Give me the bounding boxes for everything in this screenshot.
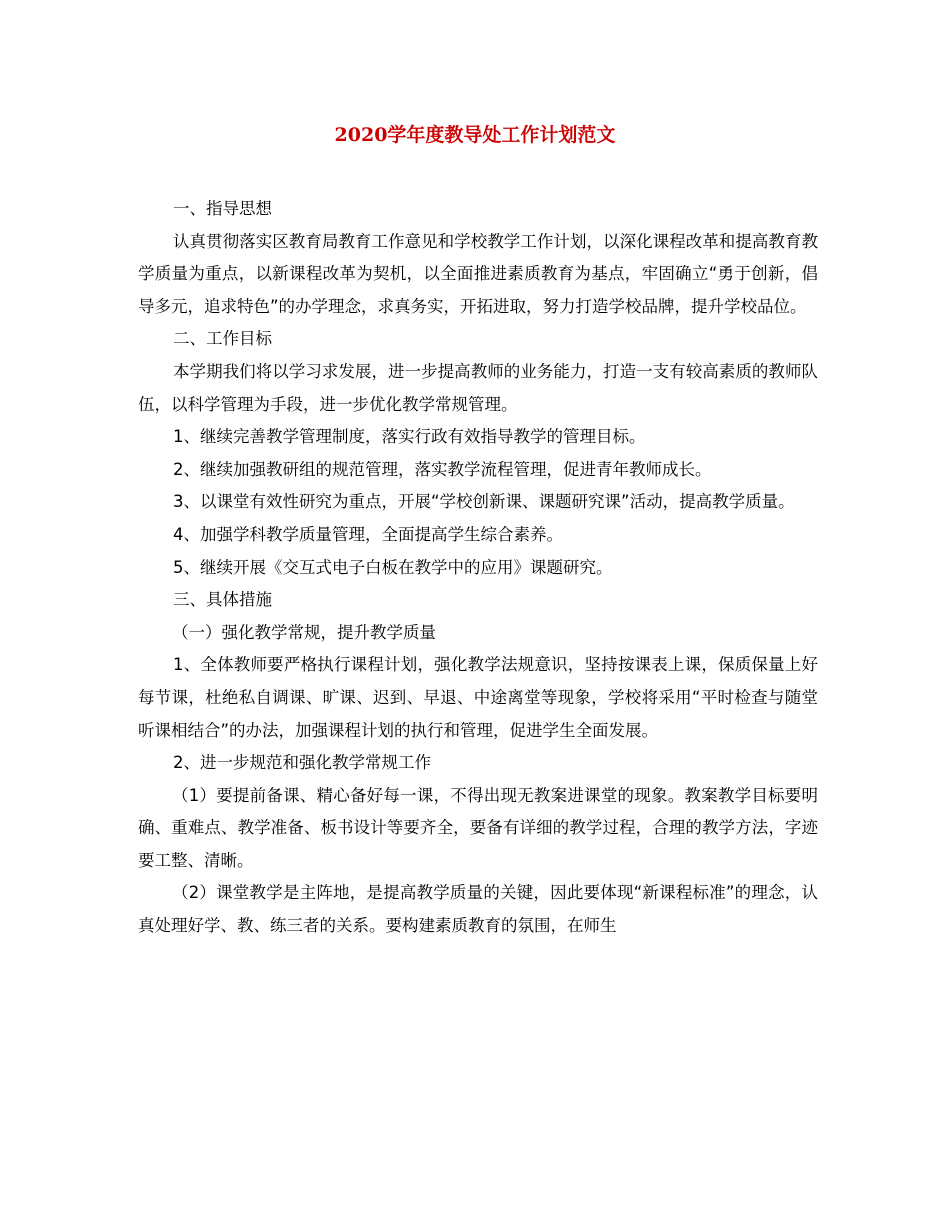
measure-item-1: 1、全体教师要严格执行课程计划，强化教学法规意识，坚持按课表上课，保质保量上好每节课，杜绝私自调课、旷课、迟到、早退、中途离堂等现象，学校将采用“平时检查与随堂听课相结合”的办法，加强课程计划的执行和管理，促进学生全面发展。 xyxy=(138,655,818,740)
heading-guiding-thought: 一、指导思想 xyxy=(173,199,272,218)
measure-subitem-2: （2）课堂教学是主阵地，是提高教学质量的关键，因此要体现“新课程标准”的理念，认真处理好学、教、练三者的关系。要构建素质教育的氛围，在师生 xyxy=(138,883,818,936)
measure-subitem-1: （1）要提前备课、精心备好每一课，不得出现无教案进课堂的现象。教案教学目标要明确、重难点、教学准备、板书设计等要齐全，要备有详细的教学过程，合理的教学方法，字迹要工整、清晰。 xyxy=(138,785,818,870)
goal-item-3: 3、以课堂有效性研究为重点，开展“学校创新课、课题研究课”活动，提高教学质量。 xyxy=(173,492,795,512)
heading-measures: 三、具体措施 xyxy=(173,590,272,610)
heading-work-goals: 二、工作目标 xyxy=(173,329,272,349)
document-title: 2020学年度教导处工作计划范文 xyxy=(334,124,616,146)
paragraph-work-goals: 本学期我们将以学习求发展，进一步提高教师的业务能力，打造一支有较高素质的教师队伍，以科学管理为手段，进一步优化教学常规管理。 xyxy=(138,361,818,414)
subheading-teaching-routine: （一）强化教学常规，提升教学质量 xyxy=(172,622,436,642)
measure-item-2: 2、进一步规范和强化教学常规工作 xyxy=(173,753,431,773)
goal-item-4: 4、加强学科教学质量管理，全面提高学生综合素养。 xyxy=(173,524,563,544)
goal-item-5: 5、继续开展《交互式电子白板在教学中的应用》课题研究。 xyxy=(173,557,613,577)
goal-item-2: 2、继续加强教研组的规范管理，落实教学流程管理，促进青年教师成长。 xyxy=(173,459,712,479)
paragraph-guiding-thought: 认真贯彻落实区教育局教育工作意见和学校教学工作计划，以深化课程改革和提高教育教学质量为重点，以新课程改革为契机，以全面推进素质教育为基点，牢固确立“勇于创新，倡导多元，追求特色”的办学理念，求真务实，开拓进取，努力打造学校品牌，提升学校品位。 xyxy=(138,231,818,316)
document-body xyxy=(138,193,818,943)
goal-item-1: 1、继续完善教学管理制度，落实行政有效指导教学的管理目标。 xyxy=(173,427,646,447)
